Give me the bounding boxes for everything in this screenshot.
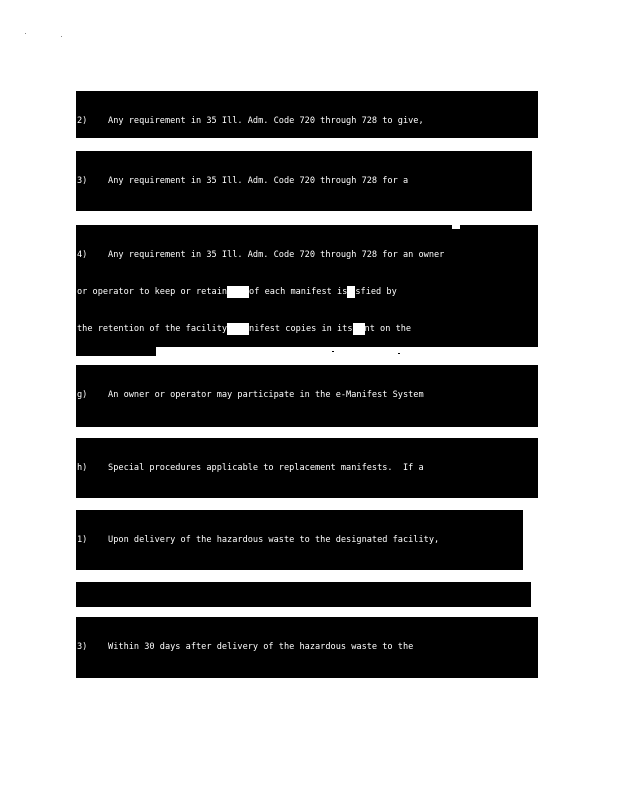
paragraph-h xyxy=(76,438,538,498)
paragraph-2 xyxy=(76,91,538,138)
text-fragment: of each manifest is xyxy=(249,287,348,297)
text-line: 1) Upon delivery of the hazardous waste to the designated facility, xyxy=(77,535,440,546)
text-line: 3) Any requirement in 35 Ill. Adm. Code 720 through 728 for a xyxy=(77,176,409,187)
text-fragment: or operator to keep or retain xyxy=(77,287,228,297)
redaction-gap xyxy=(227,286,249,298)
text-fragment: the retention of the facility xyxy=(77,323,228,334)
text-fragment: nifest copies in its xyxy=(249,323,353,334)
redaction-gap xyxy=(353,323,365,335)
redaction-notch xyxy=(452,225,460,229)
text-line: h) Special procedures applicable to replacement manifests. If a xyxy=(77,463,424,474)
text-line xyxy=(77,286,538,298)
text-fragment: nt on the xyxy=(364,323,412,334)
text-line xyxy=(77,249,538,261)
text-line: 2) Any requirement in 35 Ill. Adm. Code 720 through 728 to give, xyxy=(77,116,424,127)
paragraph-3 xyxy=(76,151,532,211)
text-line xyxy=(77,323,538,335)
text-line xyxy=(77,426,538,427)
scan-speck xyxy=(61,36,62,37)
text-line: g) An owner or operator may participate in the e-Manifest System xyxy=(77,390,424,401)
scan-speck xyxy=(332,351,334,352)
paragraph-g xyxy=(76,365,538,427)
text-line xyxy=(77,606,531,607)
scan-speck xyxy=(398,353,400,354)
scan-speck xyxy=(25,33,26,34)
paragraph-h1 xyxy=(76,510,523,570)
paragraph-h3 xyxy=(76,617,538,678)
paragraph-h2 xyxy=(76,582,531,607)
text-fragment: 4) Any requirement in 35 Ill. Adm. Code 720 through 728 for an owner xyxy=(77,250,445,261)
paragraph-4-and-5 xyxy=(76,225,538,356)
text-fragment: sfied by xyxy=(355,287,397,297)
redaction-gap xyxy=(227,323,249,335)
text-line: 3) Within 30 days after delivery of the hazardous waste to the xyxy=(77,642,414,653)
redaction-area xyxy=(156,347,538,356)
